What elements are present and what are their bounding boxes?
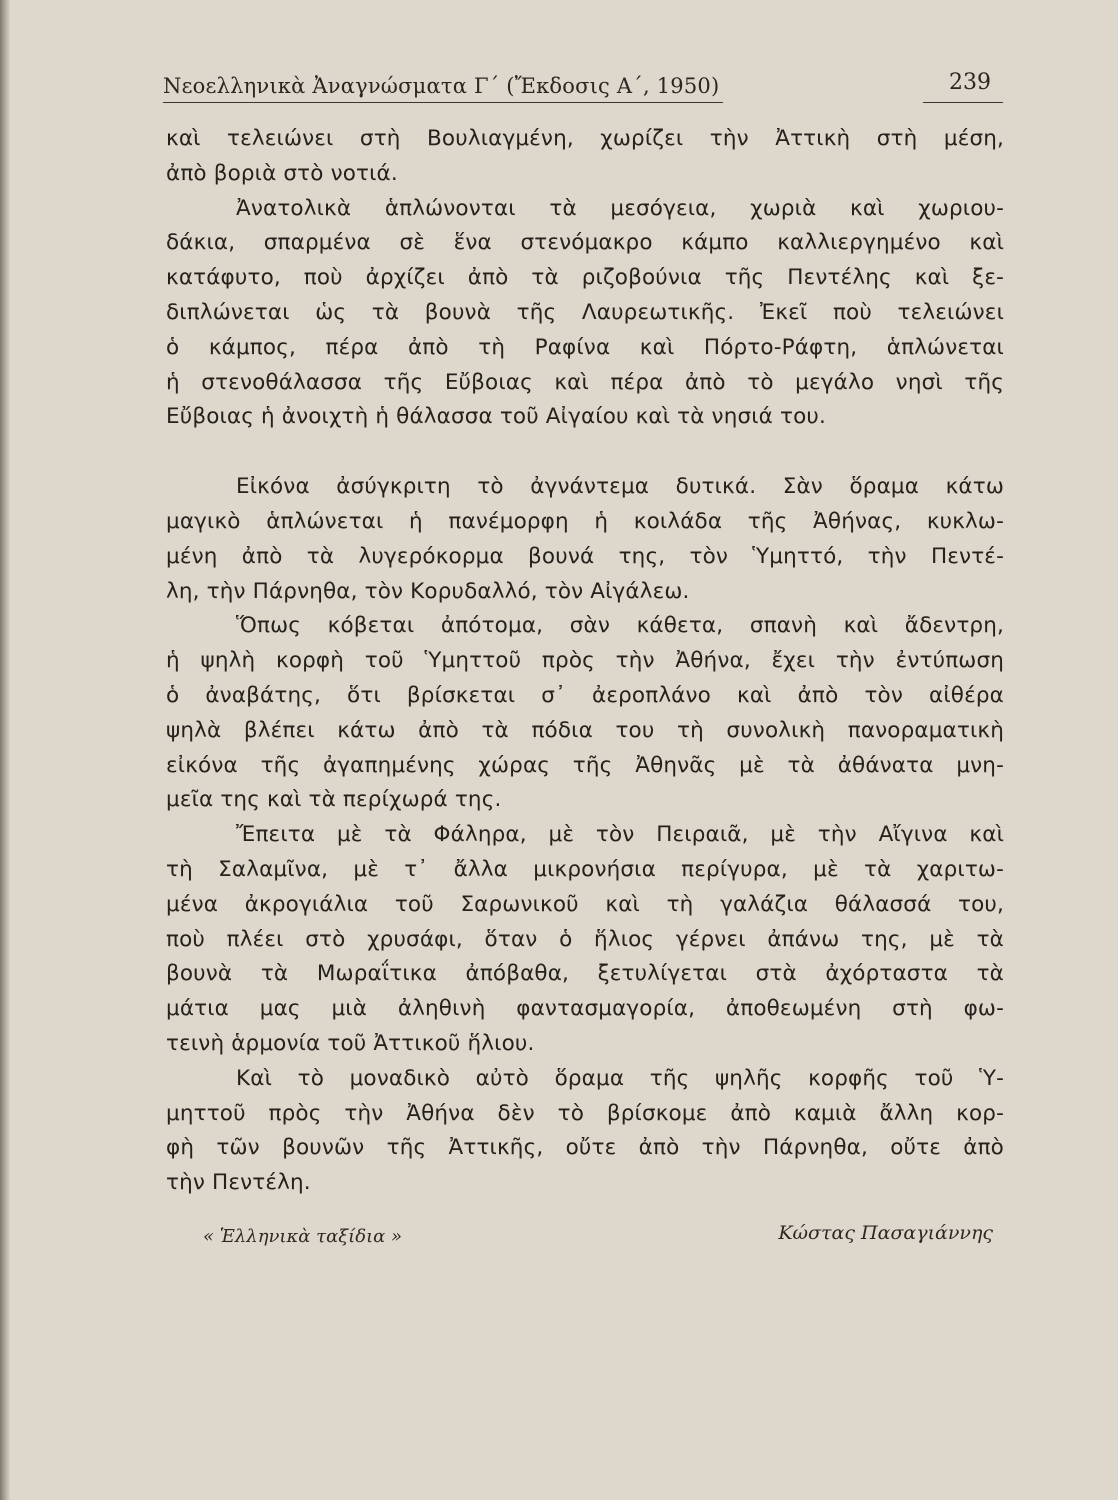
paragraph [166,470,1004,609]
text-line: τεινὴ ἁρμονία τοῦ Ἀττικοῦ ἥλιου. [166,1030,535,1056]
text-line: Ἔπειτα μὲ τὰ Φάληρα, μὲ τὸν Πειραιᾶ, μὲ τὴν Αἴγινα καὶ [236,822,1004,848]
text-line: μένα ἀκρογιάλια τοῦ Σαρωνικοῦ καὶ τὴ γαλάζια θάλασσά του, [166,891,1004,917]
header-rule [163,102,723,103]
text-line: ψηλὰ βλέπει κάτω ἀπὸ τὰ πόδια του τὴ συνολικὴ πανοραματικὴ [166,717,1004,743]
running-header [163,70,1003,104]
text-line: ποὺ πλέει στὸ χρυσάφι, ὅταν ὁ ἥλιος γέρνει ἀπάνω της, μὲ τὰ [166,926,1004,952]
text-line: μεῖα της καὶ τὰ περίχωρά της. [166,787,502,813]
text-line: δάκια, σπαρμένα σὲ ἕνα στενόμακρο κάμπο καλλιεργημένο καὶ [166,230,1004,256]
source-citation: « Ἑλληνικὰ ταξίδια » [203,1226,403,1247]
text-line: ἡ ψηλὴ κορφὴ τοῦ Ὑμηττοῦ πρὸς τὴν Ἀθήνα, ἔχει τὴν ἐντύπωση [166,648,1004,674]
paragraph [166,609,1004,818]
text-line: Εὔβοιας ἡ ἀνοιχτὴ ἡ θάλασσα τοῦ Αἰγαίου καὶ τὰ νησιά του. [166,404,826,430]
paragraph [166,192,1004,436]
text-line: Καὶ τὸ μοναδικὸ αὐτὸ ὅραμα τῆς ψηλῆς κορφῆς τοῦ Ὑ- [236,1065,1004,1091]
text-line: Εἰκόνα ἀσύγκριτη τὸ ἀγνάντεμα δυτικά. Σὰν ὅραμα κάτω [236,474,1004,500]
text-line: Ἀνατολικὰ ἁπλώνονται τὰ μεσόγεια, χωριὰ καὶ χωριου- [236,195,1004,221]
text-line: Ὅπως κόβεται ἀπότομα, σὰν κάθετα, σπανὴ καὶ ἄδεντρη, [236,613,1004,639]
page-number: 239 [949,70,991,95]
footer [203,1222,993,1256]
paragraph [166,818,1004,1062]
text-line: ὁ κάμπος, πέρα ἀπὸ τὴ Ραφίνα καὶ Πόρτο-Ράφτη, ἁπλώνεται [166,334,1004,360]
paragraph [166,1062,1004,1201]
paragraph [166,122,1004,192]
text-line: μένη ἀπὸ τὰ λυγερόκορμα βουνά της, τὸν Ὑμηττό, τὴν Πεντέ- [166,543,1004,569]
text-line: βουνὰ τὰ Μωραΐτικα ἀπόβαθα, ξετυλίγεται στὰ ἀχόρταστα τὰ [166,961,1004,987]
text-line: ὁ ἀναβάτης, ὅτι βρίσκεται σ᾿ ἀεροπλάνο καὶ ἀπὸ τὸν αἰθέρα [166,682,1004,708]
page-binding-edge [0,0,10,1500]
text-line: μαγικὸ ἁπλώνεται ἡ πανέμορφη ἡ κοιλάδα τῆς Ἀθήνας, κυκλω- [166,508,1004,534]
page-number-rule [923,102,1003,103]
text-line: φὴ τῶν βουνῶν τῆς Ἀττικῆς, οὔτε ἀπὸ τὴν Πάρνηθα, οὔτε ἀπὸ [166,1135,1004,1161]
text-line: ἡ στενοθάλασσα τῆς Εὔβοιας καὶ πέρα ἀπὸ τὸ μεγάλο νησὶ τῆς [166,369,1004,395]
text-line: κατάφυτο, ποὺ ἀρχίζει ἀπὸ τὰ ριζοβούνια τῆς Πεντέλης καὶ ξε- [166,265,1004,291]
header-title: Νεοελληνικὰ Ἀναγνώσματα Γ΄ (Ἔκδοσις Α΄, 1950) [163,74,720,98]
text-line: διπλώνεται ὡς τὰ βουνὰ τῆς Λαυρεωτικῆς. Ἐκεῖ ποὺ τελειώνει [166,299,1004,325]
text-line: τὴ Σαλαμῖνα, μὲ τ᾿ ἄλλα μικρονήσια περίγυρα, μὲ τὰ χαριτω- [166,856,1004,882]
text-line: καὶ τελειώνει στὴ Βουλιαγμένη, χωρίζει τὴν Ἀττικὴ στὴ μέση, [166,126,1004,151]
author-name: Κώστας Πασαγιάννης [778,1222,993,1244]
text-line: ἀπὸ βοριὰ στὸ νοτιά. [166,160,398,186]
body-text [166,122,1004,1201]
text-line: τὴν Πεντέλη. [166,1170,311,1196]
text-line: μηττοῦ πρὸς τὴν Ἀθήνα δὲν τὸ βρίσκομε ἀπὸ καμιὰ ἄλλη κορ- [166,1100,1004,1126]
text-line: μάτια μας μιὰ ἀληθινὴ φαντασμαγορία, ἀποθεωμένη στὴ φω- [166,996,1004,1022]
paragraph-gap [166,435,1004,470]
text-line: λη, τὴν Πάρνηθα, τὸν Κορυδαλλό, τὸν Αἰγάλεω. [166,578,690,604]
text-line: εἰκόνα τῆς ἀγαπημένης χώρας τῆς Ἀθηνᾶς μὲ τὰ ἀθάνατα μνη- [166,752,1004,778]
